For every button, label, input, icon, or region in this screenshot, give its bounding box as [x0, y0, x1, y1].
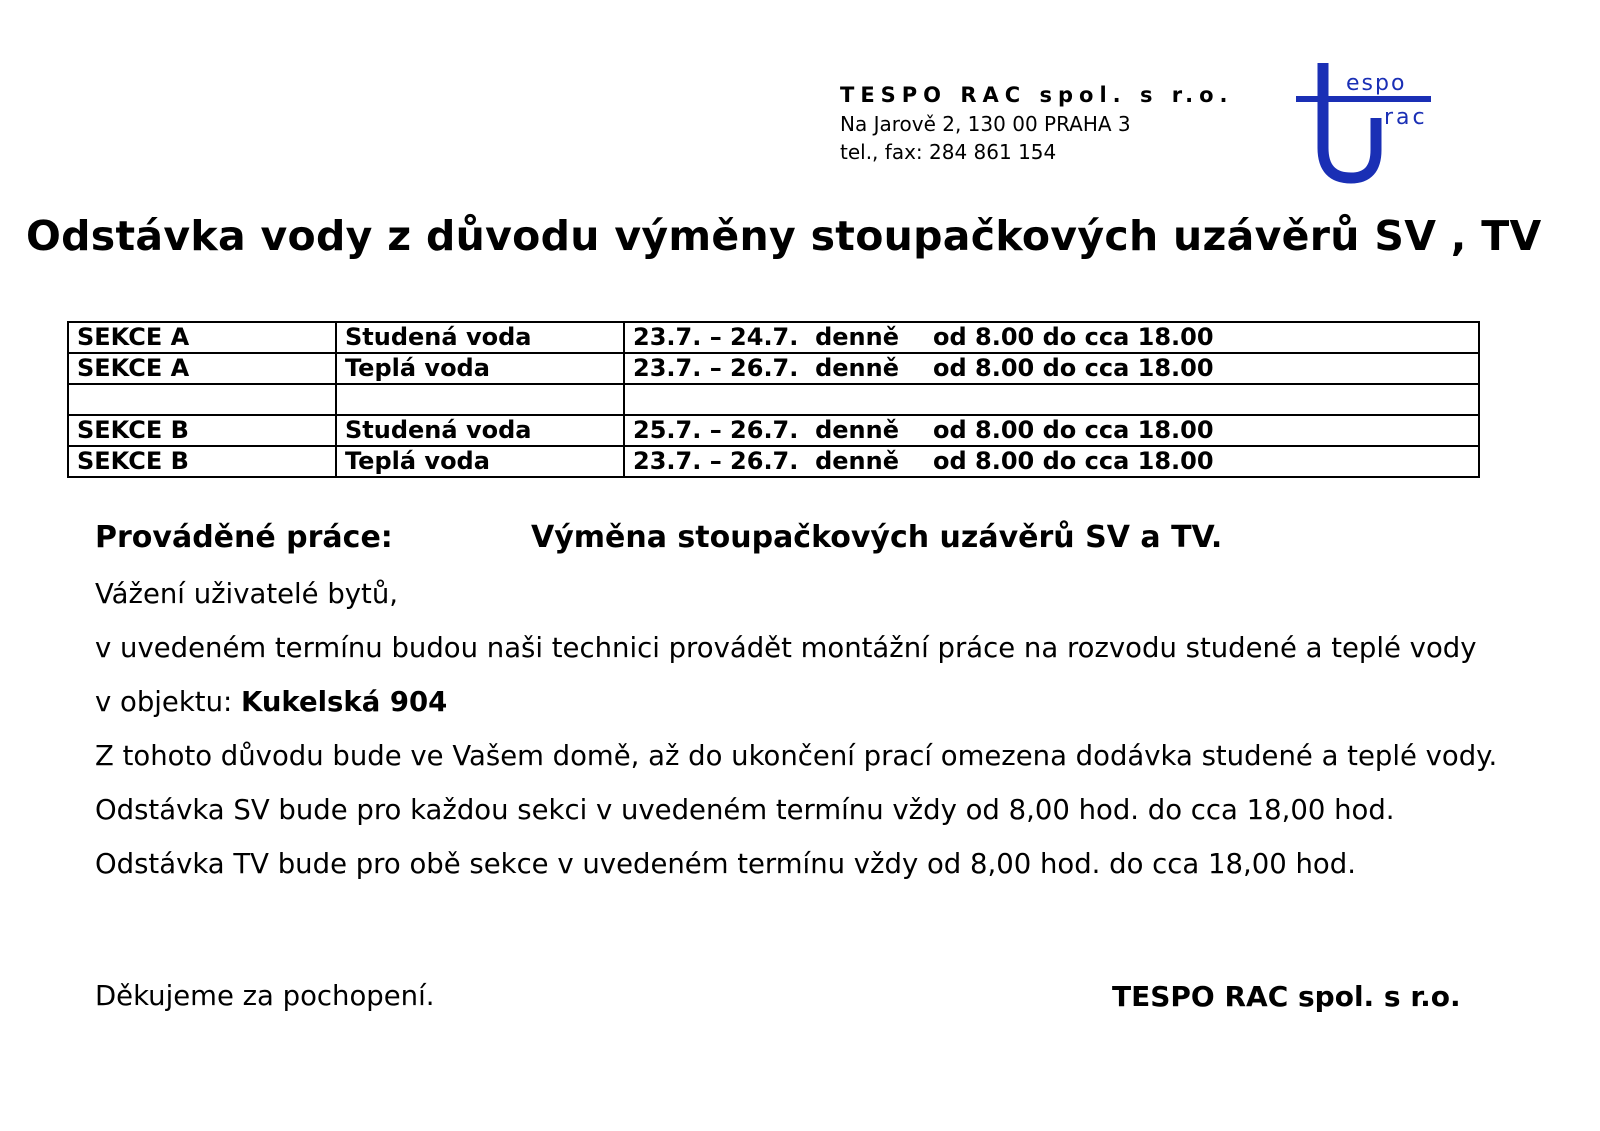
company-address: Na Jarově 2, 130 00 PRAHA 3: [840, 112, 1131, 136]
section-cell: [68, 384, 336, 415]
schedule-table: [67, 321, 1480, 478]
time-text: od 8.00 do cca 18.00: [933, 354, 1214, 382]
works-label: Prováděné práce:: [95, 520, 393, 555]
logo-crossbar: [1296, 96, 1431, 102]
body-line-3: Z tohoto důvodu bude ve Vašem domě, až do ukončení prací omezena dodávka studené a teplé vody.: [95, 740, 1498, 772]
table-row: [68, 415, 1479, 446]
body-line-5: Odstávka TV bude pro obě sekce v uvedeném termínu vždy od 8,00 hod. do cca 18,00 hod.: [95, 848, 1356, 880]
table-row: [68, 353, 1479, 384]
object-prefix: v objektu:: [95, 686, 241, 718]
section-cell: SEKCE A: [68, 353, 336, 384]
logo-text-top: espo: [1346, 71, 1407, 96]
body-line-1: v uvedeném termínu budou naši technici provádět montážní práce na rozvodu studené a teplé vody: [95, 632, 1477, 664]
object-address: Kukelská 904: [241, 686, 448, 718]
dates-text: 23.7. – 24.7. denně: [633, 323, 899, 351]
period-cell: [624, 446, 1479, 477]
period-cell: [624, 353, 1479, 384]
dates-text: 23.7. – 26.7. denně: [633, 354, 899, 382]
company-phone: tel., fax: 284 861 154: [840, 140, 1057, 164]
water-cell: Teplá voda: [336, 353, 624, 384]
section-cell: SEKCE B: [68, 415, 336, 446]
company-info: [840, 80, 1240, 166]
water-cell: Studená voda: [336, 415, 624, 446]
period-cell: [624, 322, 1479, 353]
time-text: od 8.00 do cca 18.00: [933, 416, 1214, 444]
table-row: [68, 446, 1479, 477]
section-cell: SEKCE B: [68, 446, 336, 477]
period-cell: [624, 415, 1479, 446]
time-text: od 8.00 do cca 18.00: [933, 323, 1214, 351]
page-title: Odstávka vody z důvodu výměny stoupačkových uzávěrů SV , TV: [26, 212, 1542, 260]
works-value: Výměna stoupačkových uzávěrů SV a TV.: [531, 520, 1223, 555]
signature: TESPO RAC spol. s r.o.: [1112, 980, 1461, 1013]
greeting: Vážení uživatelé bytů,: [95, 578, 399, 610]
water-cell: Studená voda: [336, 322, 624, 353]
section-cell: SEKCE A: [68, 322, 336, 353]
body-line-4: Odstávka SV bude pro každou sekci v uvedeném termínu vždy od 8,00 hod. do cca 18,00 hod.: [95, 794, 1395, 826]
table-row: [68, 384, 1479, 415]
dates-text: 25.7. – 26.7. denně: [633, 416, 899, 444]
company-logo: [1296, 58, 1436, 188]
works-heading: [95, 520, 1223, 555]
period-cell: [624, 384, 1479, 415]
water-cell: [336, 384, 624, 415]
body-line-2: [95, 686, 447, 718]
dates-text: 23.7. – 26.7. denně: [633, 447, 899, 475]
water-cell: Teplá voda: [336, 446, 624, 477]
time-text: od 8.00 do cca 18.00: [933, 447, 1214, 475]
logo-text-bottom: rac: [1384, 105, 1428, 130]
table-row: [68, 322, 1479, 353]
thanks-text: Děkujeme za pochopení.: [95, 980, 435, 1012]
company-name: TESPO RAC spol. s r.o.: [840, 83, 1234, 107]
